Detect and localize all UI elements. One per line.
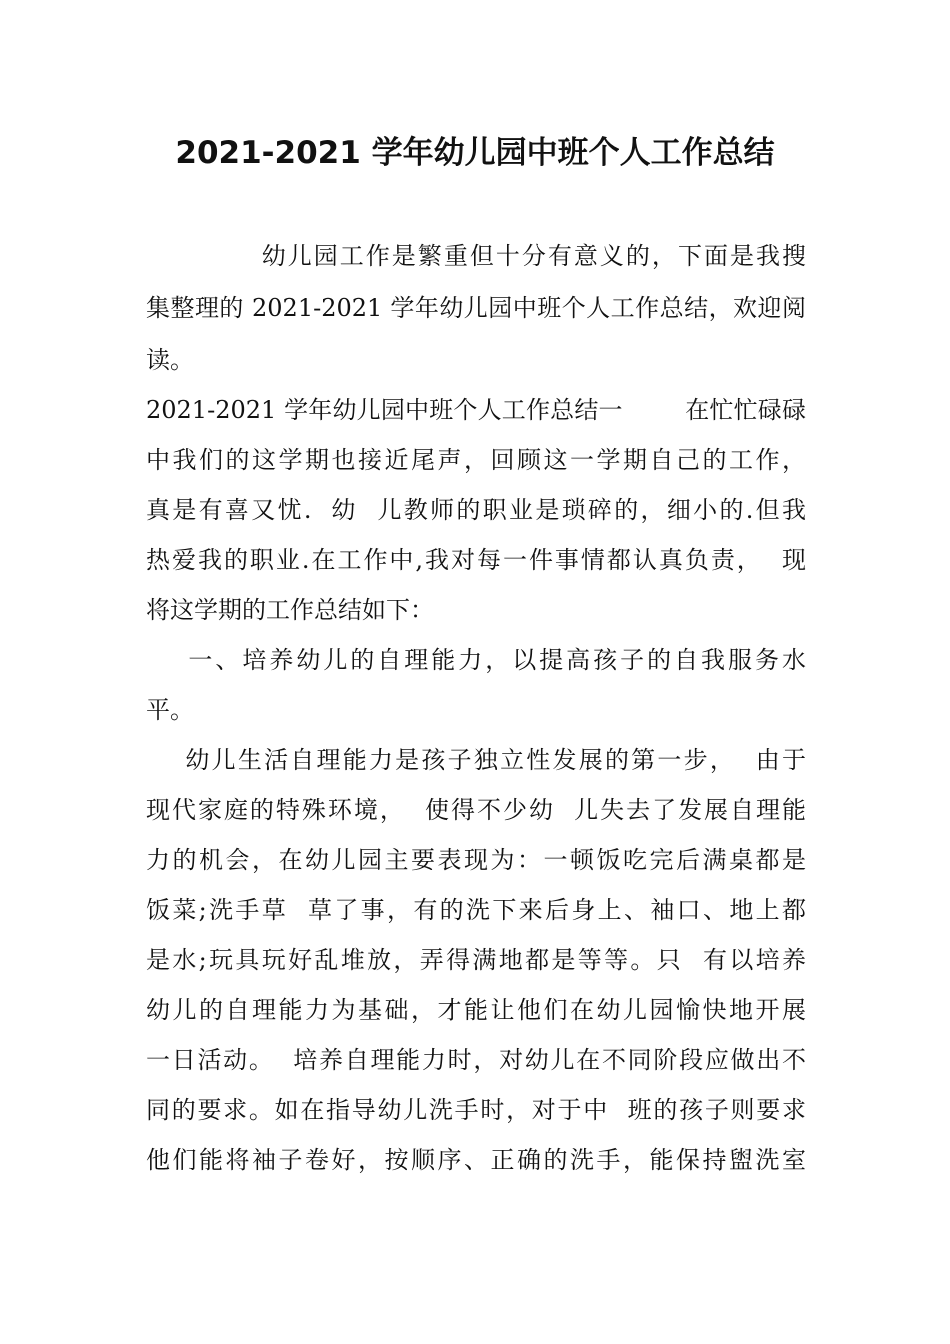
- body-line: 真是有喜又忧. 幼 儿教师的职业是琐碎的，细小的.但我: [146, 496, 806, 524]
- body-line: 热爱我的职业.在工作中,我对每一件事情都认真负责， 现: [146, 546, 806, 574]
- body-line: 中我们的这学期也接近尾声，回顾这一学期自己的工作，: [146, 446, 806, 474]
- body-line: 饭菜;洗手草 草了事，有的洗下来后身上、袖口、地上都: [146, 896, 806, 924]
- body-line: 一日活动。 培养自理能力时，对幼儿在不同阶段应做出不: [146, 1046, 806, 1074]
- body-line: 他们能将袖子卷好，按顺序、正确的洗手，能保持盥洗室: [146, 1146, 806, 1174]
- body-line: 力的机会，在幼儿园主要表现为：一顿饭吃完后满桌都是: [146, 846, 806, 874]
- document-title: 2021-2021 学年幼儿园中班个人工作总结: [175, 135, 775, 171]
- body-line: 幼儿生活自理能力是孩子独立性发展的第一步， 由于: [146, 746, 806, 774]
- body-line: 现代家庭的特殊环境， 使得不少幼 儿失去了发展自理能: [146, 796, 806, 824]
- body-line: 幼儿园工作是繁重但十分有意义的，下面是我搜: [146, 242, 806, 270]
- body-line: 同的要求。如在指导幼儿洗手时，对于中 班的孩子则要求: [146, 1096, 806, 1124]
- body-line: 是水;玩具玩好乱堆放，弄得满地都是等等。只 有以培养: [146, 946, 806, 974]
- body-line: 集整理的 2021-2021 学年幼儿园中班个人工作总结，欢迎阅: [146, 294, 806, 322]
- body-line: 将这学期的工作总结如下：: [146, 596, 434, 624]
- body-line: 一、培养幼儿的自理能力，以提高孩子的自我服务水: [146, 646, 806, 674]
- body-line: 平。: [146, 696, 194, 724]
- body-line: 读。: [146, 346, 194, 374]
- body-line: 幼儿的自理能力为基础，才能让他们在幼儿园愉快地开展: [146, 996, 806, 1024]
- body-line: 2021-2021 学年幼儿园中班个人工作总结一 在忙忙碌碌: [146, 396, 806, 424]
